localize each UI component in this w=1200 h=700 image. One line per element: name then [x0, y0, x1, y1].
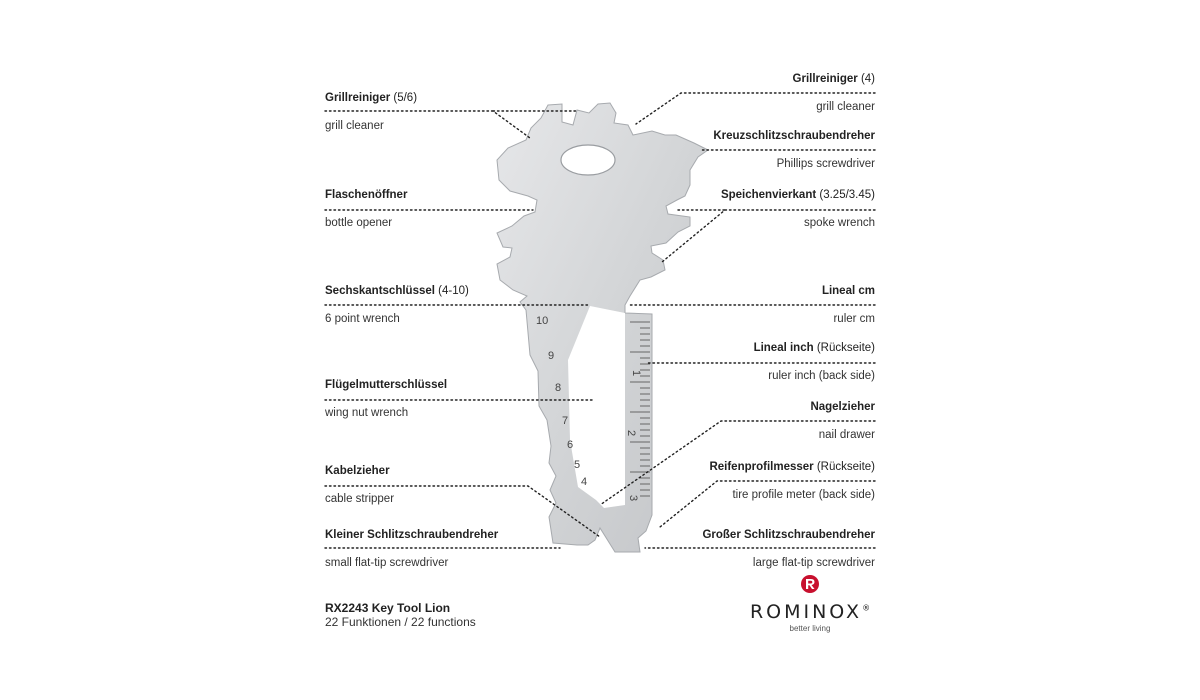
callout-title: Großer Schlitzschraubendreher [702, 529, 875, 541]
ruler-inch-mark: 2 [625, 430, 637, 437]
callout-title: Nagelzieher [810, 401, 875, 413]
wrench-size-label: 9 [548, 350, 555, 362]
callout-title: Lineal inch [753, 342, 814, 354]
callout-tire-profile-meter [709, 460, 875, 502]
callout-translation: ruler inch (back side) [768, 370, 875, 382]
callout-detail: (Rückseite) [816, 461, 875, 473]
wrench-size-label: 5 [574, 459, 581, 471]
callout-translation: small flat-tip screwdriver [325, 557, 449, 569]
key-ring-hole [561, 145, 615, 175]
callout-title: Lineal cm [821, 285, 875, 297]
callout-cable-stripper [325, 464, 394, 506]
product-info [325, 601, 476, 629]
brand-logo [740, 574, 880, 633]
callout-translation: spoke wrench [804, 217, 875, 229]
callout-title: Speichenvierkant [720, 189, 817, 201]
callout-detail: (Rückseite) [816, 342, 875, 354]
callout-title: Grillreiniger [792, 73, 858, 85]
callout-title: Flaschenöffner [325, 189, 408, 201]
callout-translation: ruler cm [833, 313, 875, 325]
ruler-inch-mark: 1 [630, 370, 642, 377]
callout-large-flat-tip-screwdriver [702, 528, 875, 570]
callout-title: Sechskantschlüssel [325, 285, 435, 297]
callout-nail-drawer [810, 400, 875, 442]
callout-translation: cable stripper [325, 493, 395, 505]
callout-wing-nut-wrench [325, 378, 447, 420]
wrench-size-label: 6 [567, 439, 574, 451]
callout-translation: nail drawer [818, 429, 875, 441]
callout-translation: grill cleaner [816, 101, 875, 113]
callout-translation: large flat-tip screwdriver [752, 557, 875, 569]
callout-translation: 6 point wrench [325, 313, 400, 325]
callout-translation: wing nut wrench [325, 407, 409, 419]
callout-title: Kreuzschlitzschraubendreher [713, 130, 875, 142]
callout-bottle-opener [325, 188, 407, 230]
callout-title: Kabelzieher [325, 465, 390, 477]
ruler-inch-mark: 3 [627, 495, 639, 502]
product-functions: 22 Funktionen / 22 functions [325, 615, 476, 629]
registered-mark: ® [862, 603, 871, 613]
callout-title: Flügelmutterschlüssel [325, 379, 448, 391]
callout-translation: bottle opener [325, 217, 393, 229]
callout-detail: (5/6) [393, 92, 418, 104]
callout-detail: (4) [860, 73, 875, 85]
callout-translation: tire profile meter (back side) [732, 489, 875, 501]
wrench-size-label: 10 [536, 315, 549, 327]
callout-ruler-cm [822, 284, 875, 326]
wrench-size-label: 8 [555, 382, 562, 394]
callout-detail: (4-10) [438, 285, 469, 297]
wrench-size-label: 7 [562, 415, 569, 427]
callout-detail: (3.25/3.45) [819, 189, 875, 201]
callout-translation: grill cleaner [325, 120, 384, 132]
rominox-logo-icon [800, 574, 820, 594]
callout-grill-cleaner-5-6 [325, 91, 417, 133]
brand-slogan: better living [789, 624, 831, 633]
callout-title: Kleiner Schlitzschraubendreher [325, 529, 499, 541]
callout-translation: Phillips screwdriver [776, 158, 875, 170]
wrench-size-label: 4 [581, 476, 588, 488]
callout-ruler-inch [754, 341, 875, 383]
callout-small-flat-tip-screwdriver [325, 528, 498, 570]
callout-phillips-screwdriver [713, 129, 875, 171]
callout-spoke-wrench [721, 188, 875, 230]
brand-name: ROMINOX® [749, 601, 871, 623]
callout-title: Grillreiniger [325, 92, 391, 104]
callout-title: Reifenprofilmesser [709, 461, 814, 473]
callout-grill-cleaner-4 [793, 72, 875, 114]
product-name: RX2243 Key Tool Lion [325, 601, 451, 615]
callout-6-point-wrench [325, 284, 469, 326]
